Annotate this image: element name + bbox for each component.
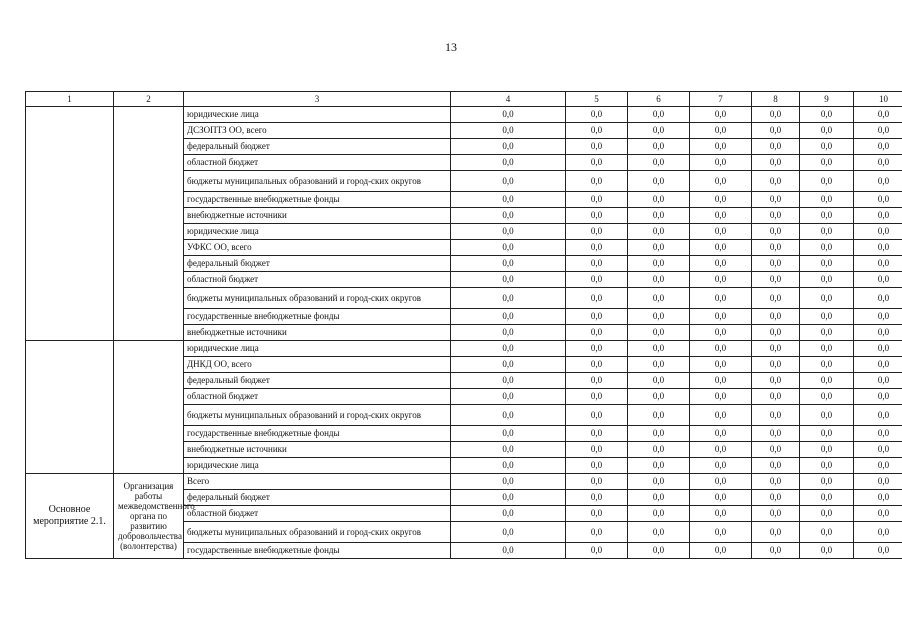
value-cell: 0,0 bbox=[628, 240, 690, 256]
value-cell: 0,0 bbox=[800, 506, 854, 522]
value-cell: 0,0 bbox=[628, 288, 690, 309]
value-cell: 0,0 bbox=[690, 389, 752, 405]
value-cell: 0,0 bbox=[800, 373, 854, 389]
header-cell-3: 3 bbox=[184, 92, 451, 107]
value-cell: 0,0 bbox=[566, 208, 628, 224]
value-cell: 0,0 bbox=[752, 123, 800, 139]
value-cell: 0,0 bbox=[800, 309, 854, 325]
funding-source-cell: ДНКД ОО, всего bbox=[184, 357, 451, 373]
value-cell: 0,0 bbox=[628, 155, 690, 171]
value-cell: 0,0 bbox=[451, 272, 566, 288]
funding-source-cell: юридические лица bbox=[184, 224, 451, 240]
value-cell: 0,0 bbox=[451, 325, 566, 341]
value-cell: 0,0 bbox=[854, 240, 902, 256]
value-cell: 0,0 bbox=[752, 389, 800, 405]
value-cell: 0,0 bbox=[800, 171, 854, 192]
value-cell: 0,0 bbox=[628, 341, 690, 357]
value-cell: 0,0 bbox=[752, 490, 800, 506]
value-cell: 0,0 bbox=[854, 123, 902, 139]
value-cell: 0,0 bbox=[752, 458, 800, 474]
value-cell: 0,0 bbox=[690, 543, 752, 559]
funding-source-cell: областной бюджет bbox=[184, 272, 451, 288]
value-cell: 0,0 bbox=[854, 357, 902, 373]
value-cell: 0,0 bbox=[566, 171, 628, 192]
value-cell: 0,0 bbox=[854, 506, 902, 522]
value-cell: 0,0 bbox=[451, 522, 566, 543]
value-cell: 0,0 bbox=[690, 357, 752, 373]
value-cell: 0,0 bbox=[752, 139, 800, 155]
value-cell: 0,0 bbox=[566, 272, 628, 288]
value-cell: 0,0 bbox=[800, 123, 854, 139]
value-cell: 0,0 bbox=[800, 389, 854, 405]
value-cell: 0,0 bbox=[854, 405, 902, 426]
value-cell: 0,0 bbox=[566, 474, 628, 490]
value-cell: 0,0 bbox=[690, 208, 752, 224]
value-cell: 0,0 bbox=[690, 171, 752, 192]
funding-source-cell: федеральный бюджет bbox=[184, 256, 451, 272]
value-cell: 0,0 bbox=[566, 309, 628, 325]
value-cell: 0,0 bbox=[566, 490, 628, 506]
value-cell: 0,0 bbox=[451, 357, 566, 373]
funding-source-cell: бюджеты муниципальных образований и город-ских округов bbox=[184, 522, 451, 543]
value-cell: 0,0 bbox=[628, 107, 690, 123]
table-body bbox=[26, 107, 902, 559]
value-cell: 0,0 bbox=[752, 543, 800, 559]
value-cell: 0,0 bbox=[752, 426, 800, 442]
value-cell: 0,0 bbox=[566, 155, 628, 171]
funding-source-cell: внебюджетные источники bbox=[184, 208, 451, 224]
event-name-cell bbox=[26, 341, 114, 474]
funding-source-cell: государственные внебюджетные фонды bbox=[184, 309, 451, 325]
value-cell: 0,0 bbox=[628, 256, 690, 272]
value-cell: 0,0 bbox=[690, 373, 752, 389]
value-cell: 0,0 bbox=[752, 442, 800, 458]
value-cell: 0,0 bbox=[800, 107, 854, 123]
value-cell: 0,0 bbox=[566, 240, 628, 256]
value-cell: 0,0 bbox=[854, 272, 902, 288]
value-cell: 0,0 bbox=[566, 389, 628, 405]
value-cell: 0,0 bbox=[800, 442, 854, 458]
value-cell: 0,0 bbox=[690, 405, 752, 426]
value-cell: 0,0 bbox=[752, 192, 800, 208]
value-cell: 0,0 bbox=[451, 474, 566, 490]
value-cell: 0,0 bbox=[800, 341, 854, 357]
value-cell: 0,0 bbox=[690, 192, 752, 208]
value-cell: 0,0 bbox=[800, 458, 854, 474]
value-cell: 0,0 bbox=[800, 357, 854, 373]
event-name-cell bbox=[26, 107, 114, 341]
value-cell: 0,0 bbox=[752, 155, 800, 171]
value-cell: 0,0 bbox=[752, 256, 800, 272]
value-cell: 0,0 bbox=[690, 522, 752, 543]
value-cell: 0,0 bbox=[800, 139, 854, 155]
value-cell: 0,0 bbox=[451, 208, 566, 224]
value-cell: 0,0 bbox=[566, 139, 628, 155]
value-cell: 0,0 bbox=[690, 426, 752, 442]
value-cell: 0,0 bbox=[451, 171, 566, 192]
value-cell: 0,0 bbox=[854, 474, 902, 490]
value-cell: 0,0 bbox=[690, 341, 752, 357]
funding-source-cell: областной бюджет bbox=[184, 506, 451, 522]
value-cell: 0,0 bbox=[566, 192, 628, 208]
value-cell: 0,0 bbox=[690, 155, 752, 171]
value-cell: 0,0 bbox=[566, 506, 628, 522]
value-cell: 0,0 bbox=[566, 426, 628, 442]
value-cell: 0,0 bbox=[854, 522, 902, 543]
value-cell: 0,0 bbox=[451, 139, 566, 155]
funding-source-cell: внебюджетные источники bbox=[184, 325, 451, 341]
value-cell: 0,0 bbox=[752, 288, 800, 309]
value-cell: 0,0 bbox=[800, 543, 854, 559]
value-cell: 0,0 bbox=[628, 474, 690, 490]
value-cell: 0,0 bbox=[628, 490, 690, 506]
funding-source-cell: областной бюджет bbox=[184, 155, 451, 171]
value-cell: 0,0 bbox=[628, 208, 690, 224]
value-cell: 0,0 bbox=[451, 341, 566, 357]
value-cell: 0,0 bbox=[566, 325, 628, 341]
value-cell: 0,0 bbox=[752, 309, 800, 325]
value-cell: 0,0 bbox=[752, 522, 800, 543]
value-cell: 0,0 bbox=[451, 240, 566, 256]
value-cell: 0,0 bbox=[854, 171, 902, 192]
value-cell: 0,0 bbox=[690, 272, 752, 288]
value-cell: 0,0 bbox=[690, 288, 752, 309]
value-cell: 0,0 bbox=[628, 426, 690, 442]
value-cell: 0,0 bbox=[628, 442, 690, 458]
table-row bbox=[26, 107, 902, 123]
funding-source-cell: бюджеты муниципальных образований и город-ских округов bbox=[184, 171, 451, 192]
value-cell: 0,0 bbox=[628, 543, 690, 559]
value-cell: 0,0 bbox=[451, 123, 566, 139]
value-cell: 0,0 bbox=[566, 256, 628, 272]
value-cell: 0,0 bbox=[854, 426, 902, 442]
value-cell: 0,0 bbox=[690, 107, 752, 123]
value-cell: 0,0 bbox=[566, 522, 628, 543]
value-cell: 0,0 bbox=[854, 389, 902, 405]
funding-source-cell: Всего bbox=[184, 474, 451, 490]
value-cell: 0,0 bbox=[451, 543, 566, 559]
value-cell: 0,0 bbox=[690, 474, 752, 490]
funding-source-cell: юридические лица bbox=[184, 341, 451, 357]
value-cell: 0,0 bbox=[752, 171, 800, 192]
value-cell: 0,0 bbox=[854, 373, 902, 389]
value-cell: 0,0 bbox=[854, 490, 902, 506]
value-cell: 0,0 bbox=[566, 373, 628, 389]
value-cell: 0,0 bbox=[628, 272, 690, 288]
value-cell: 0,0 bbox=[854, 208, 902, 224]
value-cell: 0,0 bbox=[628, 123, 690, 139]
value-cell: 0,0 bbox=[566, 357, 628, 373]
funding-source-cell: внебюджетные источники bbox=[184, 442, 451, 458]
funding-source-cell: государственные внебюджетные фонды bbox=[184, 192, 451, 208]
value-cell: 0,0 bbox=[800, 240, 854, 256]
value-cell: 0,0 bbox=[854, 341, 902, 357]
funding-source-cell: федеральный бюджет bbox=[184, 490, 451, 506]
value-cell: 0,0 bbox=[854, 543, 902, 559]
value-cell: 0,0 bbox=[854, 309, 902, 325]
event-description-cell bbox=[114, 107, 184, 341]
value-cell: 0,0 bbox=[752, 341, 800, 357]
header-cell-1: 1 bbox=[26, 92, 114, 107]
value-cell: 0,0 bbox=[628, 224, 690, 240]
value-cell: 0,0 bbox=[752, 373, 800, 389]
value-cell: 0,0 bbox=[800, 256, 854, 272]
value-cell: 0,0 bbox=[854, 458, 902, 474]
header-cell-2: 2 bbox=[114, 92, 184, 107]
funding-source-cell: федеральный бюджет bbox=[184, 373, 451, 389]
value-cell: 0,0 bbox=[854, 256, 902, 272]
value-cell: 0,0 bbox=[854, 288, 902, 309]
value-cell: 0,0 bbox=[690, 506, 752, 522]
value-cell: 0,0 bbox=[451, 506, 566, 522]
value-cell: 0,0 bbox=[628, 171, 690, 192]
value-cell: 0,0 bbox=[800, 325, 854, 341]
value-cell: 0,0 bbox=[690, 240, 752, 256]
value-cell: 0,0 bbox=[566, 543, 628, 559]
value-cell: 0,0 bbox=[854, 192, 902, 208]
funding-source-cell: бюджеты муниципальных образований и город-ских округов bbox=[184, 288, 451, 309]
value-cell: 0,0 bbox=[628, 389, 690, 405]
header-cell-8: 8 bbox=[752, 92, 800, 107]
funding-source-cell: ДСЗОПТЗ ОО, всего bbox=[184, 123, 451, 139]
value-cell: 0,0 bbox=[628, 522, 690, 543]
value-cell: 0,0 bbox=[566, 405, 628, 426]
funding-source-cell: бюджеты муниципальных образований и город-ских округов bbox=[184, 405, 451, 426]
value-cell: 0,0 bbox=[800, 192, 854, 208]
header-cell-4: 4 bbox=[451, 92, 566, 107]
header-cell-10: 10 bbox=[854, 92, 902, 107]
value-cell: 0,0 bbox=[451, 426, 566, 442]
value-cell: 0,0 bbox=[628, 192, 690, 208]
value-cell: 0,0 bbox=[800, 522, 854, 543]
value-cell: 0,0 bbox=[690, 139, 752, 155]
value-cell: 0,0 bbox=[451, 442, 566, 458]
value-cell: 0,0 bbox=[690, 123, 752, 139]
header-cell-5: 5 bbox=[566, 92, 628, 107]
value-cell: 0,0 bbox=[451, 373, 566, 389]
table-row bbox=[26, 474, 902, 490]
value-cell: 0,0 bbox=[854, 155, 902, 171]
funding-source-cell: государственные внебюджетные фонды bbox=[184, 426, 451, 442]
value-cell: 0,0 bbox=[451, 458, 566, 474]
event-name-cell: Основное мероприятие 2.1. bbox=[26, 474, 114, 559]
value-cell: 0,0 bbox=[800, 405, 854, 426]
value-cell: 0,0 bbox=[752, 506, 800, 522]
value-cell: 0,0 bbox=[628, 458, 690, 474]
value-cell: 0,0 bbox=[800, 155, 854, 171]
value-cell: 0,0 bbox=[854, 442, 902, 458]
value-cell: 0,0 bbox=[690, 309, 752, 325]
value-cell: 0,0 bbox=[752, 325, 800, 341]
value-cell: 0,0 bbox=[800, 490, 854, 506]
value-cell: 0,0 bbox=[451, 107, 566, 123]
value-cell: 0,0 bbox=[566, 341, 628, 357]
value-cell: 0,0 bbox=[800, 474, 854, 490]
header-cell-6: 6 bbox=[628, 92, 690, 107]
funding-source-cell: государственные внебюджетные фонды bbox=[184, 543, 451, 559]
value-cell: 0,0 bbox=[690, 458, 752, 474]
page-number: 13 bbox=[445, 40, 457, 54]
header-row bbox=[26, 92, 902, 107]
value-cell: 0,0 bbox=[628, 325, 690, 341]
value-cell: 0,0 bbox=[690, 224, 752, 240]
value-cell: 0,0 bbox=[451, 192, 566, 208]
value-cell: 0,0 bbox=[451, 405, 566, 426]
value-cell: 0,0 bbox=[752, 405, 800, 426]
header-cell-7: 7 bbox=[690, 92, 752, 107]
value-cell: 0,0 bbox=[854, 325, 902, 341]
funding-source-cell: юридические лица bbox=[184, 107, 451, 123]
funding-source-cell: областной бюджет bbox=[184, 389, 451, 405]
value-cell: 0,0 bbox=[566, 107, 628, 123]
value-cell: 0,0 bbox=[628, 506, 690, 522]
value-cell: 0,0 bbox=[451, 224, 566, 240]
value-cell: 0,0 bbox=[752, 240, 800, 256]
event-description-cell bbox=[114, 341, 184, 474]
value-cell: 0,0 bbox=[752, 107, 800, 123]
header-cell-9: 9 bbox=[800, 92, 854, 107]
value-cell: 0,0 bbox=[800, 208, 854, 224]
value-cell: 0,0 bbox=[628, 405, 690, 426]
value-cell: 0,0 bbox=[566, 224, 628, 240]
value-cell: 0,0 bbox=[628, 357, 690, 373]
value-cell: 0,0 bbox=[628, 309, 690, 325]
value-cell: 0,0 bbox=[690, 490, 752, 506]
budget-table bbox=[25, 91, 902, 559]
value-cell: 0,0 bbox=[690, 256, 752, 272]
funding-source-cell: федеральный бюджет bbox=[184, 139, 451, 155]
value-cell: 0,0 bbox=[451, 256, 566, 272]
value-cell: 0,0 bbox=[628, 373, 690, 389]
funding-source-cell: юридические лица bbox=[184, 458, 451, 474]
value-cell: 0,0 bbox=[628, 139, 690, 155]
value-cell: 0,0 bbox=[566, 288, 628, 309]
value-cell: 0,0 bbox=[752, 474, 800, 490]
value-cell: 0,0 bbox=[451, 389, 566, 405]
value-cell: 0,0 bbox=[800, 272, 854, 288]
value-cell: 0,0 bbox=[566, 458, 628, 474]
value-cell: 0,0 bbox=[451, 309, 566, 325]
value-cell: 0,0 bbox=[451, 155, 566, 171]
value-cell: 0,0 bbox=[752, 272, 800, 288]
value-cell: 0,0 bbox=[854, 224, 902, 240]
value-cell: 0,0 bbox=[854, 139, 902, 155]
value-cell: 0,0 bbox=[451, 490, 566, 506]
value-cell: 0,0 bbox=[451, 288, 566, 309]
value-cell: 0,0 bbox=[800, 224, 854, 240]
value-cell: 0,0 bbox=[690, 442, 752, 458]
funding-source-cell: УФКС ОО, всего bbox=[184, 240, 451, 256]
value-cell: 0,0 bbox=[566, 442, 628, 458]
value-cell: 0,0 bbox=[752, 224, 800, 240]
table-row bbox=[26, 341, 902, 357]
value-cell: 0,0 bbox=[752, 208, 800, 224]
value-cell: 0,0 bbox=[566, 123, 628, 139]
value-cell: 0,0 bbox=[800, 426, 854, 442]
value-cell: 0,0 bbox=[800, 288, 854, 309]
value-cell: 0,0 bbox=[690, 325, 752, 341]
value-cell: 0,0 bbox=[752, 357, 800, 373]
event-description-cell: Организация работы межведомственного органа по развитию добровольчества (волонтерства) bbox=[114, 474, 184, 559]
value-cell: 0,0 bbox=[854, 107, 902, 123]
